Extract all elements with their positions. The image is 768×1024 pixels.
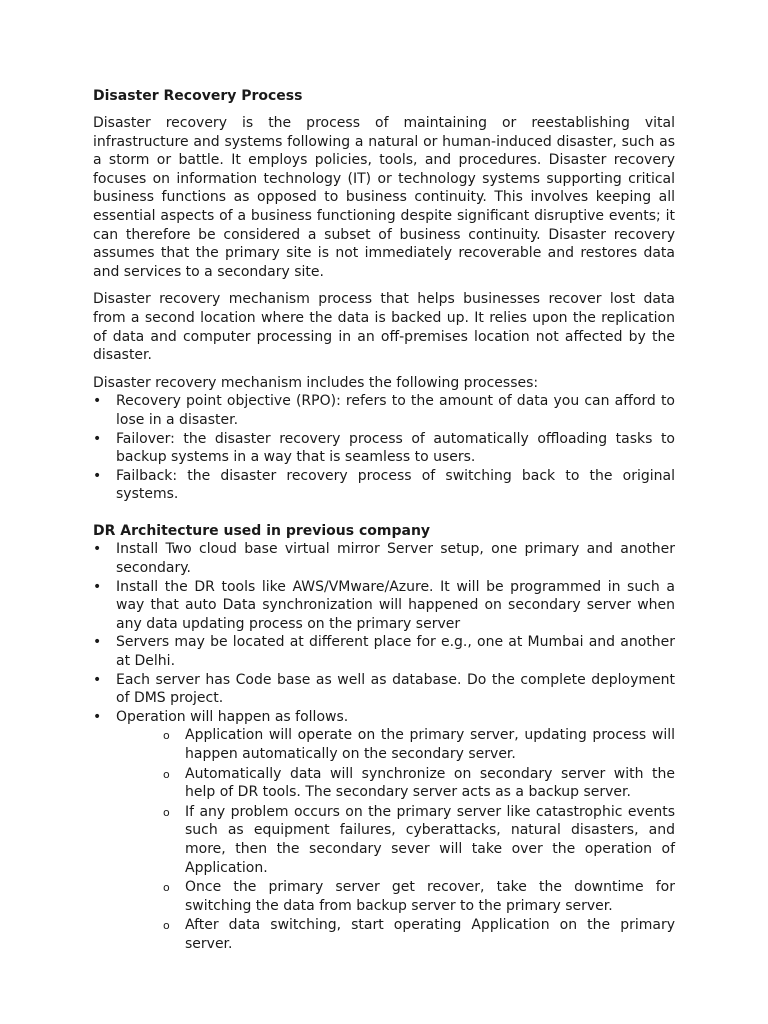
list-item <box>93 708 675 954</box>
operation-steps-list <box>116 726 675 953</box>
list-item: • Servers may be located at different place for e.g., one at Mumbai and another at Delhi. <box>93 633 675 670</box>
list-item: • Recovery point objective (RPO): refers to the amount of data you can afford to lose in a disaster. <box>93 392 675 429</box>
architecture-heading: DR Architecture used in previous company <box>93 522 431 539</box>
operation-step: o Automatically data will synchronize on secondary server with the help of DR tools. The secondary server acts as a backup server. <box>185 765 675 802</box>
mechanism-paragraph: Disaster recovery mechanism process that helps businesses recover lost data from a second location where the data is backed up. It relies upon the replication of data and computer processing in an off-premises location not affected by the disaster. <box>93 291 675 364</box>
document-title: Disaster Recovery Process <box>93 88 303 104</box>
list-item: • Failover: the disaster recovery process of automatically offloading tasks to backup systems in a way that is seamless to users. <box>93 430 675 467</box>
operation-step: o If any problem occurs on the primary server like catastrophic events such as equipment failures, cyberattacks, natural disasters, and more, then the secondary sever will take over the operation of Application. <box>185 803 675 877</box>
document-page <box>93 86 675 955</box>
list-item: • Install Two cloud base virtual mirror Server setup, one primary and another secondary. <box>93 540 675 577</box>
list-item-text: Operation will happen as follows. <box>116 708 349 725</box>
section-spacer <box>93 504 675 522</box>
architecture-list <box>93 540 675 953</box>
list-item: • Install the DR tools like AWS/VMware/Azure. It will be programmed in such a way that auto Data synchronization will happened on secondary server when any data updating process on the primary server <box>93 578 675 634</box>
list-item: • Failback: the disaster recovery process of switching back to the original systems. <box>93 467 675 504</box>
operation-step: o Once the primary server get recover, take the downtime for switching the data from backup server to the primary server. <box>185 878 675 915</box>
operation-step: o Application will operate on the primary server, updating process will happen automatically on the secondary server. <box>185 726 675 763</box>
list-item: • Each server has Code base as well as database. Do the complete deployment of DMS project. <box>93 671 675 708</box>
operation-step: o After data switching, start operating Application on the primary server. <box>185 916 675 953</box>
mechanism-list <box>93 392 675 504</box>
mechanism-intro: Disaster recovery mechanism includes the following processes: <box>93 374 539 391</box>
intro-paragraph: Disaster recovery is the process of maintaining or reestablishing vital infrastructure and systems following a natural or human-induced disaster, such as a storm or battle. It employs policies, tools, and procedures. Disaster recovery focuses on information technology (IT) or technology systems supporting critical business functions as opposed to business continuity. This involves keeping all essential aspects of a business functioning despite significant disruptive events; it can therefore be considered a subset of business continuity. Disaster recovery assumes that the primary site is not immediately recoverable and restores data and services to a secondary site. <box>93 115 675 280</box>
